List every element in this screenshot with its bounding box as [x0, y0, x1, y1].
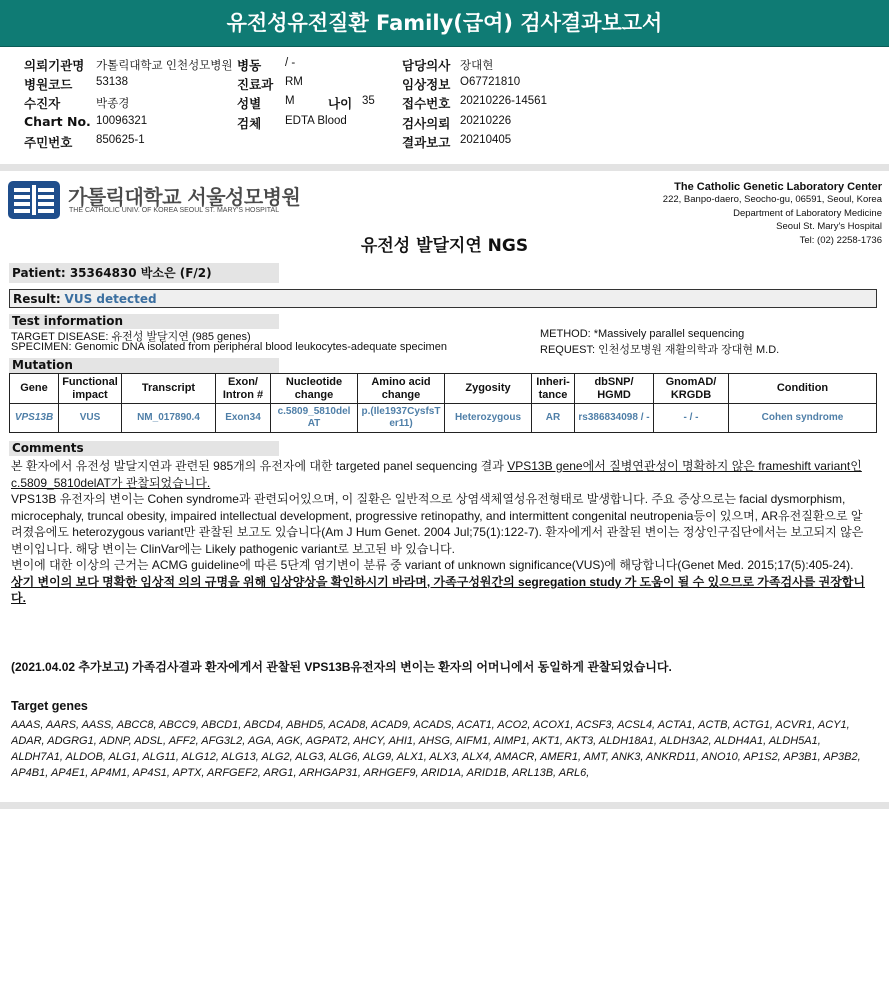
target-genes-heading: Target genes: [11, 699, 88, 713]
info-label: 병동: [237, 58, 262, 73]
report-page: [0, 171, 889, 802]
info-value: 장대현: [460, 60, 494, 72]
column-header: Functional impact: [59, 374, 122, 404]
request: REQUEST: 인천성모병원 재활의학과 장대현 M.D.: [540, 344, 780, 356]
info-value: / -: [285, 57, 296, 69]
table-row: [10, 404, 877, 433]
column-header: Nucleotide change: [271, 374, 358, 404]
mutation-table: [9, 373, 877, 433]
info-label: 담당의사: [402, 58, 451, 73]
table-cell: c.5809_5810del AT: [271, 404, 358, 433]
column-header: Exon/ Intron #: [216, 374, 271, 404]
lab-name: The Catholic Genetic Laboratory Center: [674, 181, 882, 193]
info-value: O67721810: [460, 76, 521, 88]
info-value: 10096321: [96, 115, 148, 127]
mutation-heading: Mutation: [9, 358, 279, 373]
info-value: 20210226-14561: [460, 95, 547, 107]
info-label: 결과보고: [402, 135, 451, 150]
column-header: Inheri- tance: [532, 374, 575, 404]
column-header: Amino acid change: [358, 374, 445, 404]
info-value: 35: [362, 95, 375, 107]
info-value: RM: [285, 76, 303, 88]
table-cell: VUS: [59, 404, 122, 433]
table-cell: Cohen syndrome: [729, 404, 877, 433]
info-value: 850625-1: [96, 134, 145, 146]
info-label: 주민번호: [24, 135, 73, 150]
column-header: GnomAD/ KRGDB: [654, 374, 729, 404]
comment-recommendation: 상기 변이의 보다 명확한 임상적 의의 규명을 위해 임상양상을 확인하시기 바라며, 가족구성원간의 segregation study 가 도움이 될 수 있으므로 가족검사를 권장합니다.: [11, 574, 865, 605]
comment-paragraph: 변이에 대한 이상의 근거는 ACMG guideline에 따른 5단계 염기변이 분류 중 variant of unknown significance(VUS)에 해당합니다(Genet Med. 2015;17(5):405-24).: [11, 558, 854, 572]
section-divider: [0, 802, 889, 809]
lab-address-line: Department of Laboratory Medicine: [733, 207, 882, 219]
comment-paragraph: VPS13B 유전자의 변이는 Cohen syndrome과 관련되어있으며, 이 질환은 일반적으로 상염색체열성유전형태로 발생합니다. 주요 증상으로는 facial dysmorphism, microcephaly, truncal obesity, impaired intellectual development, progressive retinopathy, and intermittent congenital neutropenia등이 있으며, AR유전질환으로 알려졌음에도 heterozygous variant만 관찰된 보고도 있습니다(Am J Hum Genet. 2004 Jul;75(1):122-7). 환자에게서 관찰된 변이는 정상인구집단에서는 보고되지 않은 변이입니다. 해당 변이는 ClinVar에는 Likely pathogenic variant로 보고된 바 있습니다.: [11, 492, 864, 556]
table-header-row: [10, 374, 877, 404]
info-value: 53138: [96, 76, 128, 88]
test-info-heading: Test information: [9, 314, 279, 329]
info-value: EDTA Blood: [285, 115, 347, 127]
info-panel: [0, 47, 889, 162]
lab-address-line: 222, Banpo-daero, Seocho-gu, 06591, Seoul, Korea: [662, 194, 882, 205]
info-value: 박종경: [96, 98, 130, 110]
table-cell: p.(Ile1937CysfsT er11): [358, 404, 445, 433]
info-label: Chart No.: [24, 114, 91, 129]
info-label: 나이: [328, 96, 353, 111]
column-header: Condition: [729, 374, 877, 404]
comments-heading: Comments: [9, 441, 279, 456]
result-bar: [9, 289, 877, 308]
info-value: 20210405: [460, 134, 512, 146]
info-label: 성별: [237, 96, 262, 111]
hospital-name-english: THE CATHOLIC UNIV. OF KOREA SEOUL ST. MARY'S HOSPITAL: [69, 207, 280, 214]
info-value: 가톨릭대학교 인천성모병원: [96, 60, 233, 72]
table-cell: VPS13B: [10, 404, 59, 433]
info-value: 20210226: [460, 115, 512, 127]
table-cell: AR: [532, 404, 575, 433]
target-genes-list: AAAS, AARS, AASS, ABCC8, ABCC9, ABCD1, ABCD4, ABHD5, ACAD8, ACAD9, ACADS, ACAT1, ACO2, ACOX1, ACSF3, ACSL4, ACTA1, ACTB, ACTG1, ACVR1, ACY1, ADAR, ADGRG1, ADNP, ADSL, AFF2, AFG3L2, AGA, AGK, AGPAT2, AHCY, AHI1, AHSG, AIFM1, AIMP1, AKT1, AKT3, ALDH18A1, ALDH3A2, ALDH4A1, ALDH5A1, ALDH7A1, ALDOB, ALG1, ALG11, ALG12, ALG13, ALG2, ALG3, ALG6, ALG9, ALX1, ALX3, ALX4, AMACR, AMER1, AMT, ANK3, ANKRD11, ANO10, AP1S2, AP3B1, AP3B2, AP4B1, AP4E1, AP4M1, AP4S1, APTX, ARFGEF2, ARG1, ARHGAP31, ARHGEF9, ARID1A, ARID1B, ARL13B, ARL6,: [11, 719, 861, 779]
hospital-name: 가톨릭대학교 서울성모병원: [68, 185, 301, 209]
section-divider: [0, 164, 889, 171]
report-heading: 유전성 발달지연 NGS: [360, 236, 529, 256]
table-cell: NM_017890.4: [122, 404, 216, 433]
report-title: 유전성유전질환 Family(급여) 검사결과보고서: [226, 11, 663, 35]
method: METHOD: *Massively parallel sequencing: [540, 328, 745, 340]
target-disease: TARGET DISEASE: 유전성 발달지연 (985 genes): [11, 331, 251, 343]
result-label: Result:: [13, 292, 61, 306]
specimen: SPECIMEN: Genomic DNA isolated from peripheral blood leukocytes-adequate specimen: [11, 341, 447, 353]
additional-report: (2021.04.02 추가보고) 가족검사결과 환자에게서 관찰된 VPS13B유전자의 변이는 환자의 어머니에서 동일하게 관찰되었습니다.: [11, 660, 672, 674]
column-header: dbSNP/ HGMD: [575, 374, 654, 404]
info-label: 접수번호: [402, 96, 451, 111]
column-header: Gene: [10, 374, 59, 404]
info-label: 임상정보: [402, 77, 451, 92]
report-title-bar: [0, 0, 889, 47]
table-cell: Exon34: [216, 404, 271, 433]
info-label: 병원코드: [24, 77, 73, 92]
comment-paragraph: [11, 458, 871, 491]
comments-body: [11, 458, 871, 607]
result-value: VUS detected: [64, 292, 157, 306]
patient-bar: Patient: 35364830 박소은 (F/2): [9, 263, 279, 283]
column-header: Zygosity: [445, 374, 532, 404]
comment-text: 본 환자에서 유전성 발달지연과 관련된 985개의 유전자에 대한 targeted panel sequencing 결과: [11, 459, 508, 473]
comment-highlight: VPS13B gene에서 질병연관성이 명확하지 않은 frameshift variant인 c.5809_5810delAT가 관찰되었습니다.: [11, 459, 862, 490]
table-cell: rs386834098 / -: [575, 404, 654, 433]
info-label: 진료과: [237, 77, 274, 92]
info-label: 의뢰기관명: [24, 58, 85, 73]
info-label: 검체: [237, 116, 262, 131]
table-cell: - / -: [654, 404, 729, 433]
info-label: 수진자: [24, 96, 61, 111]
info-label: 검사의뢰: [402, 116, 451, 131]
lab-address-line: Tel: (02) 2258-1736: [799, 234, 882, 246]
table-cell: Heterozygous: [445, 404, 532, 433]
info-value: M: [285, 95, 295, 107]
hospital-logo-icon: [8, 181, 60, 219]
column-header: Transcript: [122, 374, 216, 404]
lab-address-line: Seoul St. Mary's Hospital: [776, 221, 882, 232]
